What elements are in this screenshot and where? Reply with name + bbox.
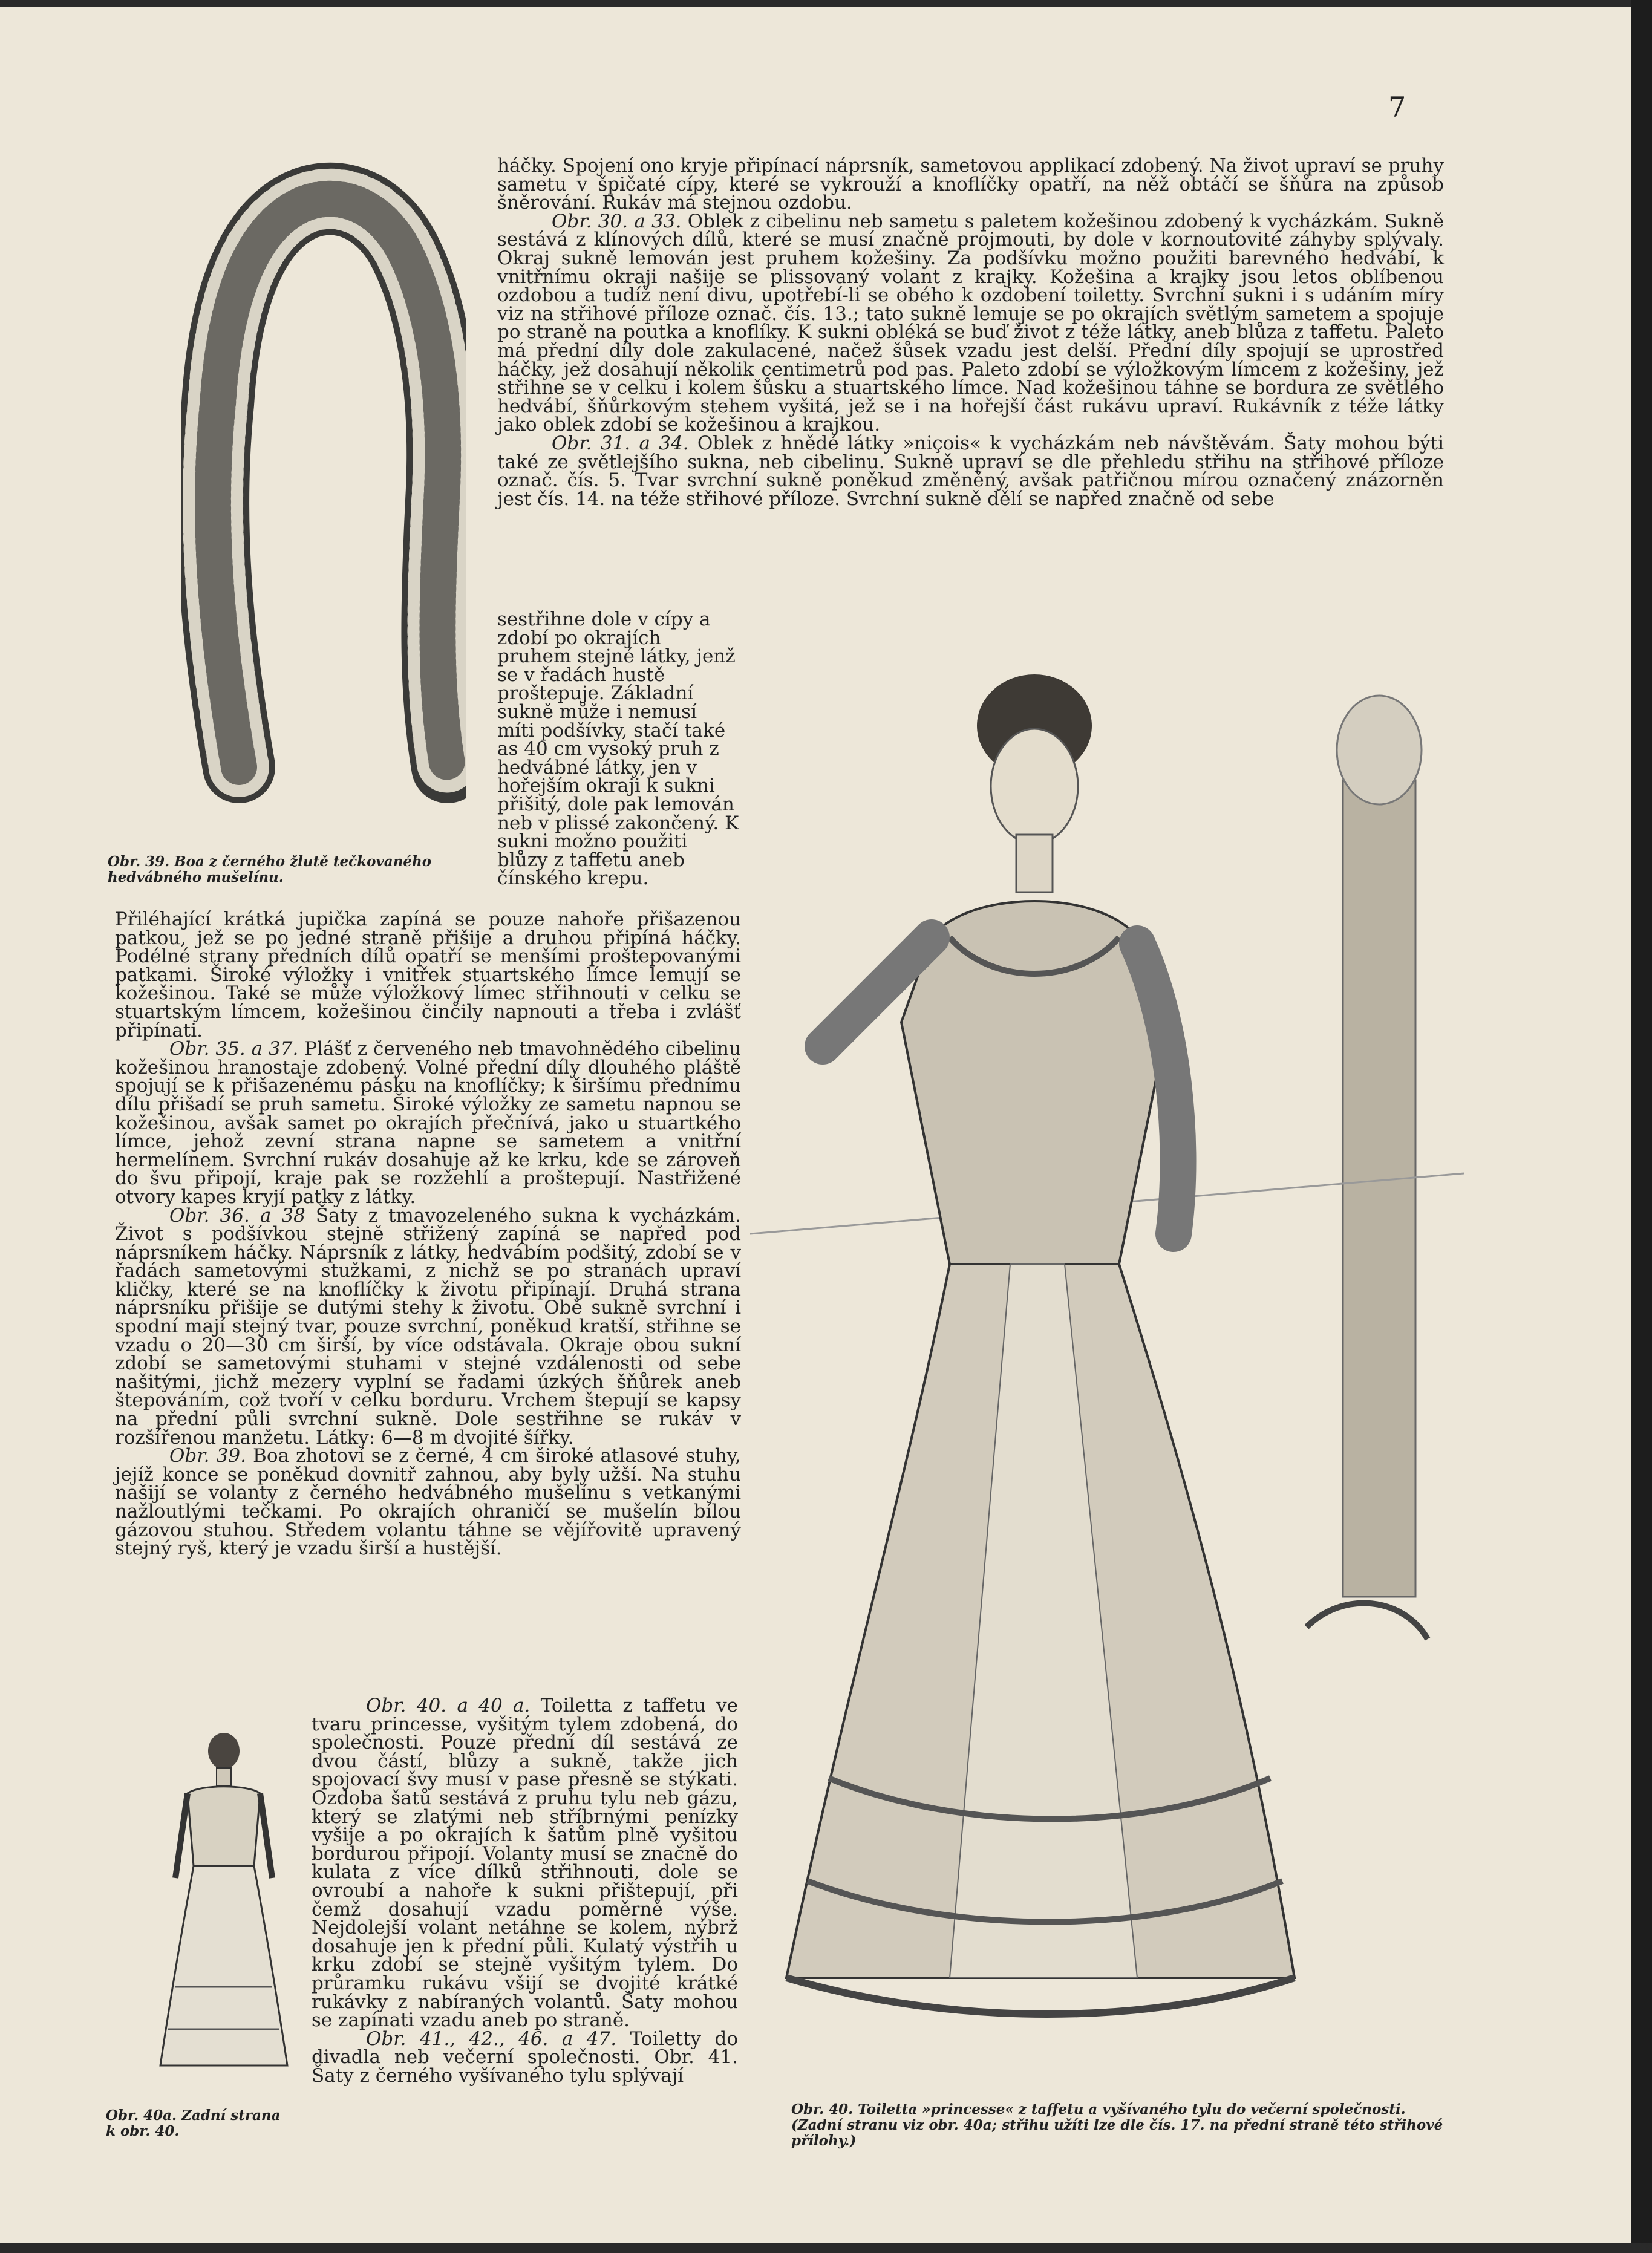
lower-para-0-text: Toiletta z taffetu ve tvaru princesse, vyšitým tylem zdobená, do společnosti. Pouze přední díl sestává ze dvou částí, blůzy a sukně, takže jich spojovací švy musí v pase přesně se stýkati. Ozdoba šatů sestává z pruhu tylu neb gázu, který se zlatými neb stříbrnými penízky vyšije a po okrajích k šatům plně vyšitou bordurou připojí. Volanty musí se značně do kulata z více dílků střihnouti, dole se ovroubí a nahoře k sukni přištepují, při čemž dosahují vzadu poměrně výše. Nejdolejší volant netáhne se kolem, nýbrž dosahuje jen k přední půli. Kulatý výstřih u krku zdobí se stejně vyšitým tylem. Do průramku rukávu všijí se dvojité krátké rukávky z nabíraných volantů. Šaty mohou se zapínati vzadu aneb po straně. [312,1695,738,2032]
left-para-2 [115,1204,741,1449]
left-para-3 [115,1447,741,1558]
figref-35: Obr. 35. a 37. [169,1038,299,1060]
top-para-0 [497,157,1444,212]
lower-para-1-text: Toiletty do divadla neb večerní společnosti. Obr. 41. Šaty z černého vyšívaného tylu splývají [312,2027,738,2087]
figref-30: Obr. 30. a 33. [552,210,682,232]
top-para-1 [497,212,1444,434]
figref-40: Obr. 40. a 40 a. [366,1695,531,1717]
figref-36: Obr. 36. a 38 [169,1204,305,1227]
left-para-1 [115,1040,741,1206]
left-para-3-text: Boa zhotoví se z černé, 4 cm široké atlasové stuhy, jejíž konce se poněkud dovnitř zahnou, aby byly užší. Na stuhu našijí se volanty z černého hedvábného mušelínu s vetkanými nažloutlými tečkami. Po okrajích ohraničí se mušelín bílou gázovou stuhou. Středem volantu táhne se vějířovitě upravený stejný ryš, který je vzadu širší a hustější. [115,1445,741,1560]
figref-39: Obr. 39. [169,1445,246,1467]
caption-boa: Obr. 39. Boa z černého žlutě tečkovaného hedvábného mušelínu. [108,853,432,885]
gown-illustration [750,599,1464,2081]
narrow-column: sestřihne dole v cípy a zdobí po okrajích pruhem stejné látky, jenž se v řadách hustě proštepuje. Základní sukně může i nemusí míti podšívky, stačí také as 40 cm vysoký pruh z hedvábné látky, jen v hořejším okraji k sukni přišitý, dole pak lemován neb v plissé zakončený. K sukni možno použiti blůzy z taffetu aneb čínského krepu. [497,608,739,890]
boa-illustration [181,162,466,803]
back-view-illustration [151,1727,296,2084]
scan-border-top [0,0,1652,7]
left-para-0-text: Přiléhající krátká jupička zapíná se pouze nahoře přišazenou patkou, jež se po jedné straně přišije a druhou připíná háčky. Podélné strany předních dílů opatří se menšími proštepovanými patkami. Široké výložky i vnitřek stuartského límce lemují se kožešinou. Také se může výložkový límec střihnouti v celku se stuartským límcem, kožešinou činčily napnouti a třeba i zvlášť připínati. [115,908,741,1042]
scan-border-bottom [0,2243,1652,2253]
top-para-1-text: Oblek z cibelinu neb sametu s paletem kožešinou zdobený k vycházkám. Sukně sestává z klínových dílů, které se musí značně projmouti, by dole v kornoutovité záhyby splývaly. Okraj sukně lemován jest pruhem kožešiny. Za podšívku možno použiti barevného hedvábí, k vnitřnímu okraji našije se plissovaný volant z krajky. Kožešina a krajky jsou letos oblíbenou ozdobou a tudíž není divu, upotřebí-li se obého k ozdobení toiletty. Svrchní sukni i s udáním míry viz na střihové příloze označ. čís. 13.; tato sukně lemuje se po okrajích světlým sametem a spojuje po straně na poutka a knoflíky. K sukni obléká se buď život z téže látky, aneb blůza z taffetu. Paleto má přední díly dole zakulacené, načež šůsek vzadu jest delší. Přední díly spojují se uprostřed háčky, jež dosahují několik centimetrů pod pas. Paleto zdobí se výložkovým límcem z kožešiny, jež střihne se v celku i kolem šůsku a stuartského límce. Nad kožešinou táhne se bordura ze světlého hedvábí, šňůrkovým stehem vyšitá, jež se i na hořejší část rukávu upraví. Rukávník z téže látky jako oblek zdobí se kožešinou a krajkou. [497,210,1444,436]
figref-31: Obr. 31. a 34. [552,432,689,454]
figref-41: Obr. 41., 42., 46. a 47. [366,2027,617,2050]
lower-para-0 [312,1697,738,2030]
lower-para-1 [312,2027,738,2087]
left-para-1-text: Plášť z červeného neb tmavohnědého cibelinu kožešinou hranostaje zdobený. Volné přední díly dlouhého pláště spojují se k přišazenému pásku na knoflíčky; k širšímu přednímu dílu přišadí se pruh sametu. Široké výložky ze sametu napnou se kožešinou, avšak samet po okrajích přečnívá, jako u stuartkého límce, jehož zevní strana napne se sametem a vnitřní hermelínem. Svrchní rukáv dosahuje až ke krku, kde se zároveň do švu připojí, kraje pak se rozžehlí a proštepují. Nastřižené otvory kapes kryjí patky z látky. [115,1038,741,1208]
top-para-2-text: Oblek z hnědé látky »niçois« k vycházkám neb návštěvám. Šaty mohou býti také ze světlejšího sukna, neb cibelinu. Sukně upraví se dle přehledu střihu na střihové příloze označ. čís. 5. Tvar svrchní sukně poněkud změněný, avšak patřičnou mírou označený znázorněn jest čís. 14. na téže střihové příloze. Svrchní sukně dělí se napřed značně od sebe [497,432,1444,510]
left-column [115,910,741,1558]
scan-border-right [1631,0,1652,2253]
top-para-0-text: háčky. Spojení ono kryje připínací náprsník, sametovou applikací zdobený. Na život upraví se pruhy sametu v špičaté cípy, které se vykrouží a knoflíčky opatří, na něž obtáčí se šňůra na způsob šněrování. Rukáv má stejnou ozdobu. [497,155,1444,214]
left-para-0 [115,910,741,1040]
caption-gown: Obr. 40. Toiletta »princesse« z taffetu a vyšívaného tylu do večerní společnosti. (Zadní stranu viz obr. 40a; střihu užíti lze dle čís. 17. na přední straně této střihové přílohy.) [791,2101,1443,2149]
page-number: 7 [1388,91,1406,123]
lower-column [312,1697,738,2085]
top-para-2 [497,434,1444,508]
top-paragraph [497,157,1444,508]
caption-back: Obr. 40a. Zadní strana k obr. 40. [106,2107,281,2139]
left-para-2-text: Šaty z tmavozeleného sukna k vycházkám. Život s podšívkou stejně střižený zapíná se napřed pod náprsníkem háčky. Náprsník z látky, hedvábím podšitý, zdobí se v řadách sametovými stužkami, z nichž se po stranách upraví kličky, které se na knoflíčky k životu připínají. Druhá strana náprsníku přišije se dutými stehy k životu. Obě sukně svrchní i spodní mají stejný tvar, pouze svrchní, poněkud kratší, střihne se vzadu o 20—30 cm širší, by více odstávala. Okraje obou sukní zdobí se sametovými stuhami v stejné vzdálenosti od sebe našitými, jichž mezery vyplní se řadami úzkých šňůrek aneb štepováním, což tvoří v celku borduru. Vrchem štepují se kapsy na přední půli svrchní sukně. Dole sestřihne se rukáv v rozšířenou manžetu. Látky: 6—8 m dvojité šířky. [115,1204,741,1449]
